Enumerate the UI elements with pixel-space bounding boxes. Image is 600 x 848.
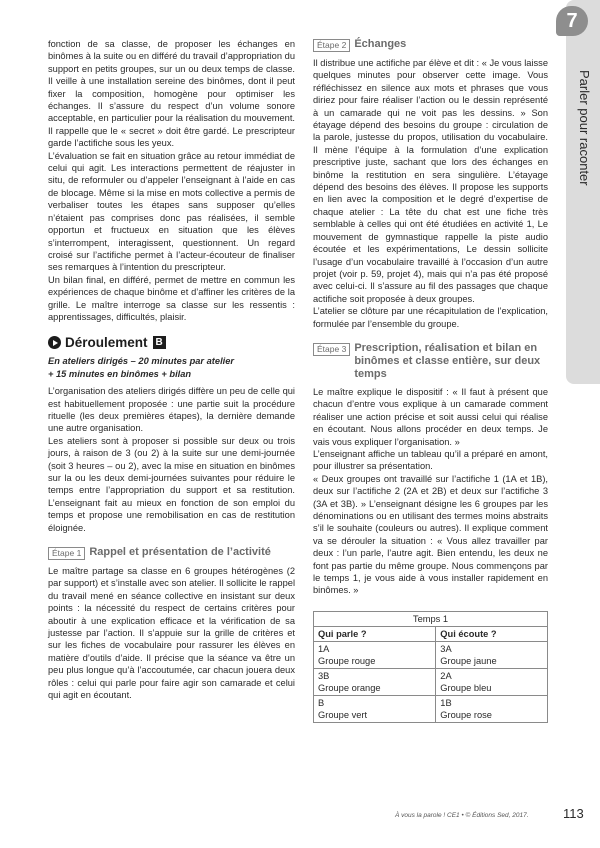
chapter-tab [566,0,600,384]
step-title: Rappel et présentation de l’activité [89,546,271,559]
pairing-table-wrap [313,611,548,723]
table-row [314,668,548,695]
step-heading [48,546,295,560]
section-subheading [48,355,295,380]
table-header: Qui écoute ? [436,626,548,641]
right-column [313,38,548,723]
subheading-line: En ateliers dirigés – 20 minutes par atelier [48,356,235,367]
cell-group: Groupe orange [318,682,381,693]
cell-group: Groupe vert [318,709,368,720]
paragraph: Le maître explique le dispositif : « Il faut à présent que chacun d’entre vous explique à un camarade comment réaliser une action précise et soit aussi celui qui réalise en écoutant. Nous allons procéder en deux temps. Je vais vous expliquer l’organisation. » [313,386,548,447]
paragraph: L’évaluation se fait en situation grâce au retour immédiat de celui qui agit. Les interactions permettent de réajuster in situ, de reformuler ou d’appeler l’enseignant à l’aide en cas de blocage. Même si la mise en mots collective a permis de verbaliser toutes les étapes sans supposer qu’elles n’étaient pas comprises donc pas réalisées, il semble opportun et fructueux en situation que les élèves s’interrompent, interagissent, questionnent. Un regard croisé sur l’actifiche permet à l’acteur-écouteur de finaliser ses remarques à l’intention du prescripteur. [48,150,295,273]
paragraph: L’atelier se clôture par une récapitulation de l’explication, formulée par l’ensemble du groupe. [313,306,548,329]
chapter-number: 7 [556,6,588,36]
step-tag: Étape 2 [313,39,350,52]
step-heading [313,38,548,52]
step-heading [313,342,548,381]
chapter-tab-label: Parler pour raconter [577,70,592,186]
paragraph: L’enseignant affiche un tableau qu’il a préparé en amont, pour illustrer sa présentation. [313,448,548,472]
cell-group: Groupe rose [440,709,492,720]
page-number: 113 [563,806,584,821]
table-row [314,641,548,668]
cell-code: 3A [440,643,452,654]
section-badge: B [153,336,166,349]
paragraph: L’organisation des ateliers dirigés diffère un peu de celle qui est habituellement proposée : une partie suit la procédure rituelle (les deux premières étapes), la dernière demande une autre organisation. [48,386,295,434]
cell-code: B [318,697,325,708]
table-caption: Temps 1 [314,611,548,626]
section-title: Déroulement [65,334,148,350]
table-cell [436,668,548,695]
subheading-line: + 15 minutes en binômes + bilan [48,368,192,379]
paragraph: « Deux groupes ont travaillé sur l’actifiche 1 (1A et 1B), deux sur l’actifiche 2 (2A et 2B) et deux sur l’actifiche 3 (3A et 3B). » L’enseignant désigne les 6 groupes par les dénominations ou en utilisant des termes moins abstraits s’il le souhaite (couleurs ou autres). Il explique comment va se dérouler la situation : « Vous allez travailler par deux : l’un parle, l’autre agit. Bien entendu, les deux ne font pas partie du même groupe. Nous commençons par le temps 1, je vous aide à vous installer rapidement en binômes. » [313,473,548,596]
table-cell [436,641,548,668]
left-column [48,38,295,702]
cell-code: 3B [318,670,330,681]
table-row [314,695,548,722]
paragraph: Un bilan final, en différé, permet de mettre en commun les expériences de chaque binôme et d’affiner les critères de la grille. Le maître interroge sa classe sur les ressentis : apprentissages, difficultés, plaisir. [48,274,295,322]
cell-group: Groupe jaune [440,655,497,666]
cell-code: 2A [440,670,452,681]
step-title: Prescription, réalisation et bilan en binômes et classe entière, sur deux temps [354,341,541,380]
pairing-table [313,611,548,723]
cell-group: Groupe rouge [318,655,376,666]
section-heading [48,336,295,349]
table-cell [314,668,436,695]
paragraph: Les ateliers sont à proposer si possible sur deux ou trois jours, à raison de 3 (ou 2) à la suite sur une demi-journée (soit 3 heures – ou 2), avec la mise en situation en binômes sur la ou les deux demi-journées suivantes pour réduire le temps entre l’appropriation du support et sa restitution. L’enseignant fait au mieux en fonction de son emploi du temps et propose une remobilisation en cas de restitution éloignée. [48,435,295,533]
step-tag: Étape 3 [313,343,350,356]
cell-code: 1B [440,697,452,708]
table-cell [314,641,436,668]
play-icon [48,336,61,349]
paragraph: Le maître partage sa classe en 6 groupes hétérogènes (2 par support) et s’installe avec son atelier. Il sollicite le rappel du travail mené en séance collective en insistant sur deux points : la nécessité du respect de certains critères pour aboutir à une explication efficace et la vérification de sa justesse par l’action. Il s’appuie sur la grille de critères et sur les fiches de vocabulaire pour rassurer les élèves en matière d’outils d’aide. Il précise que la séance va être un peu plus longue qu’à l’accoutumée, car chacun jouera deux rôles : celui qui parle pour faire agir son camarade et celui qui agit en écoutant. [48,566,296,701]
table-cell [436,695,548,722]
step-tag: Étape 1 [48,547,85,560]
table-header: Qui parle ? [314,626,436,641]
cell-group: Groupe bleu [440,682,492,693]
paragraph: fonction de sa classe, de proposer les échanges en binômes à la suite ou en différé du travail d’appropriation du support en petits groupes, sur un ou deux temps de classe. Il veille à une installation sereine des binômes, dont il peut fixer la composition, homogène pour optimiser les échanges. Il s’assure du respect d’un volume sonore acceptable, en particulier pour la réalisation du mouvement. Il rappelle que le « secret » doit être gardé. Le prescripteur garde l’actifiche sous les yeux. [48,39,295,149]
table-cell [314,695,436,722]
footer-credit: À vous la parole ! CE1 • © Éditions Sed, 2017. [395,812,529,819]
step-title: Échanges [354,38,407,50]
cell-code: 1A [318,643,330,654]
paragraph: Il distribue une actifiche par élève et dit : « Je vous laisse quelques minutes pour observer cette image. Vous réfléchissez en silence aux mots et phrases que vous diriez pour faire réaliser l’action ou le dessin représenté à un camarade qui ne voit pas les dessins. » Son étayage dépend des besoins du groupe : circulation de la parole, justesse du propos, utilisation du vocabulaire. Il mène l’équipe à la formulation d’une explication prescriptive juste, sachant que lors des échanges en binôme la restitution en sera singulière. L’étayage dépend des besoins des élèves. Il propose les supports en lien avec la composition et le degré d’expertise de chaque atelier : La tête du chat est une fiche très semblable à celles qui ont été étudiées en activité 1, Le mouvement de gymnastique rappelle la piste audio écoutée et les expérimentations, Le dessin sollicite l’usage d’un vocabulaire travaillé à l’occasion d’un autre projet (voir p. 59, projet 4), mais qui n’a pas été proposé avec celui-ci. Il s’assure au fil des passages que chaque actifiche soit proposée à deux groupes. [313,58,548,304]
